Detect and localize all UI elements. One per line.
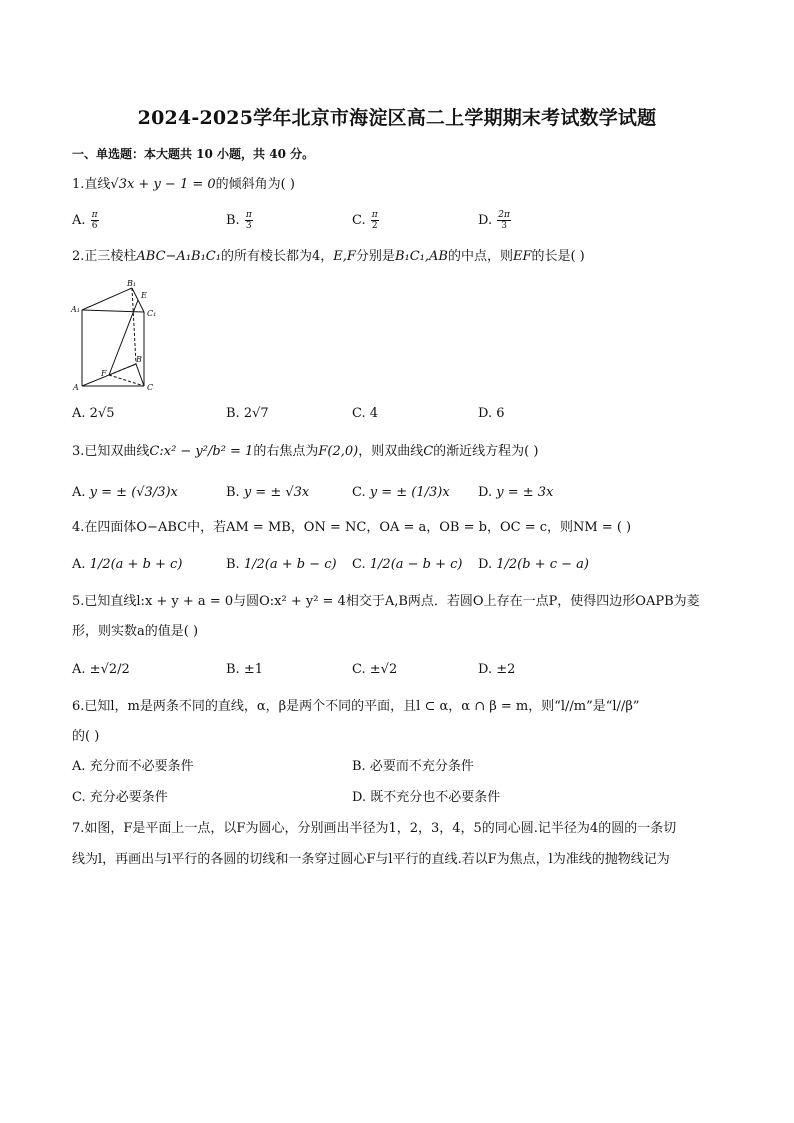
option-label: D. bbox=[478, 213, 493, 228]
q4-option-b[interactable]: B. 1/2(a + b − c) bbox=[226, 557, 337, 572]
question-1 bbox=[72, 176, 295, 194]
label-a1: A₁ bbox=[71, 305, 80, 314]
q1-option-a[interactable] bbox=[72, 210, 100, 231]
section-heading: 一、单选题：本大题共 10 小题，共 40 分。 bbox=[72, 147, 315, 161]
question-6-line-2: 的( ) bbox=[72, 729, 100, 744]
label-b: B bbox=[136, 355, 142, 364]
fraction: $\frac{\pi}{2}$ bbox=[371, 210, 378, 231]
q3-option-d[interactable]: D. y = ± 3x bbox=[478, 485, 554, 500]
option-label: B. bbox=[226, 213, 240, 228]
fraction: $\frac{2\pi}{3}$ bbox=[498, 210, 510, 231]
q1-option-d[interactable] bbox=[478, 210, 512, 231]
label-b1: B₁ bbox=[127, 279, 137, 288]
question-3: 3.已知双曲线C:x² − y²/b² = 1的右焦点为F(2,0)，则双曲线C的渐近线方程为( ) bbox=[72, 444, 539, 459]
q5-option-a[interactable]: A. ±√2/2 bbox=[72, 662, 130, 677]
question-6-line-1: 6.已知l，m是两条不同的直线，α，β是两个不同的平面，且l ⊂ α，α ∩ β = m，则“l//m”是“l//β” bbox=[72, 699, 640, 714]
question-4: 4.在四面体O−ABC中，若AM = MB，ON = NC，OA = a，OB = b，OC = c，则NM = ( ) bbox=[72, 520, 632, 535]
q1-option-c[interactable] bbox=[352, 210, 380, 231]
question-5-line-2: 形，则实数a的值是( ) bbox=[72, 624, 199, 639]
q1-prefix: 1.直线 bbox=[72, 177, 111, 192]
q2-option-d[interactable]: D. 6 bbox=[478, 406, 505, 421]
q4-option-a[interactable]: A. 1/2(a + b + c) bbox=[72, 557, 183, 572]
q3-option-a[interactable]: A. y = ± (√3/3)x bbox=[72, 485, 178, 500]
fraction: $\frac{\pi}{6}$ bbox=[91, 210, 98, 231]
q6-option-c[interactable]: C. 充分必要条件 bbox=[72, 790, 168, 805]
q1-equation: √3x + y − 1 = 0 bbox=[110, 177, 216, 192]
q6-option-a[interactable]: A. 充分而不必要条件 bbox=[72, 759, 194, 774]
fraction: $\frac{\pi}{3}$ bbox=[245, 210, 252, 231]
label-f: F bbox=[101, 369, 107, 378]
q6-option-d[interactable]: D. 既不充分也不必要条件 bbox=[352, 790, 501, 805]
q5-option-b[interactable]: B. ±1 bbox=[226, 662, 263, 677]
q2-option-c[interactable]: C. 4 bbox=[352, 406, 379, 421]
page-title: 2024-2025学年北京市海淀区高二上学期期末考试数学试题 bbox=[137, 107, 657, 129]
q5-option-d[interactable]: D. ±2 bbox=[478, 662, 516, 677]
option-label: C. bbox=[352, 213, 366, 228]
q3-option-c[interactable]: C. y = ± (1/3)x bbox=[352, 485, 450, 500]
q2-option-a[interactable]: A. 2√5 bbox=[72, 406, 115, 421]
q6-option-b[interactable]: B. 必要而不充分条件 bbox=[352, 759, 474, 774]
question-7-line-1: 7.如图，F是平面上一点，以F为圆心，分别画出半径为1，2，3，4，5的同心圆.记半径为4的圆的一条切 bbox=[72, 821, 677, 836]
question-2: 2.正三棱柱ABC−A₁B₁C₁的所有棱长都为4，E,F分别是B₁C₁,AB的中点，则EF的长是( ) bbox=[72, 249, 585, 264]
q1-option-b[interactable] bbox=[226, 210, 254, 231]
q5-option-c[interactable]: C. ±√2 bbox=[352, 662, 398, 677]
question-5-line-1: 5.已知直线l:x + y + a = 0与圆O:x² + y² = 4相交于A,B两点．若圆O上存在一点P，使得四边形OAPB为菱 bbox=[72, 594, 700, 609]
label-a: A bbox=[73, 383, 79, 392]
label-c: C bbox=[147, 383, 154, 392]
q2-option-b[interactable]: B. 2√7 bbox=[226, 406, 269, 421]
option-label: A. bbox=[72, 213, 86, 228]
q1-suffix: 的倾斜角为( ) bbox=[215, 177, 295, 192]
label-c1: C₁ bbox=[147, 309, 157, 318]
label-e: E bbox=[141, 291, 147, 300]
q4-option-d[interactable]: D. 1/2(b + c − a) bbox=[478, 557, 589, 572]
prism-figure bbox=[70, 276, 162, 394]
q4-option-c[interactable]: C. 1/2(a − b + c) bbox=[352, 557, 463, 572]
q3-option-b[interactable]: B. y = ± √3x bbox=[226, 485, 310, 500]
question-7-line-2: 线为l，再画出与l平行的各圆的切线和一条穿过圆心F与l平行的直线.若以F为焦点，l为准线的抛物线记为 bbox=[72, 852, 670, 867]
